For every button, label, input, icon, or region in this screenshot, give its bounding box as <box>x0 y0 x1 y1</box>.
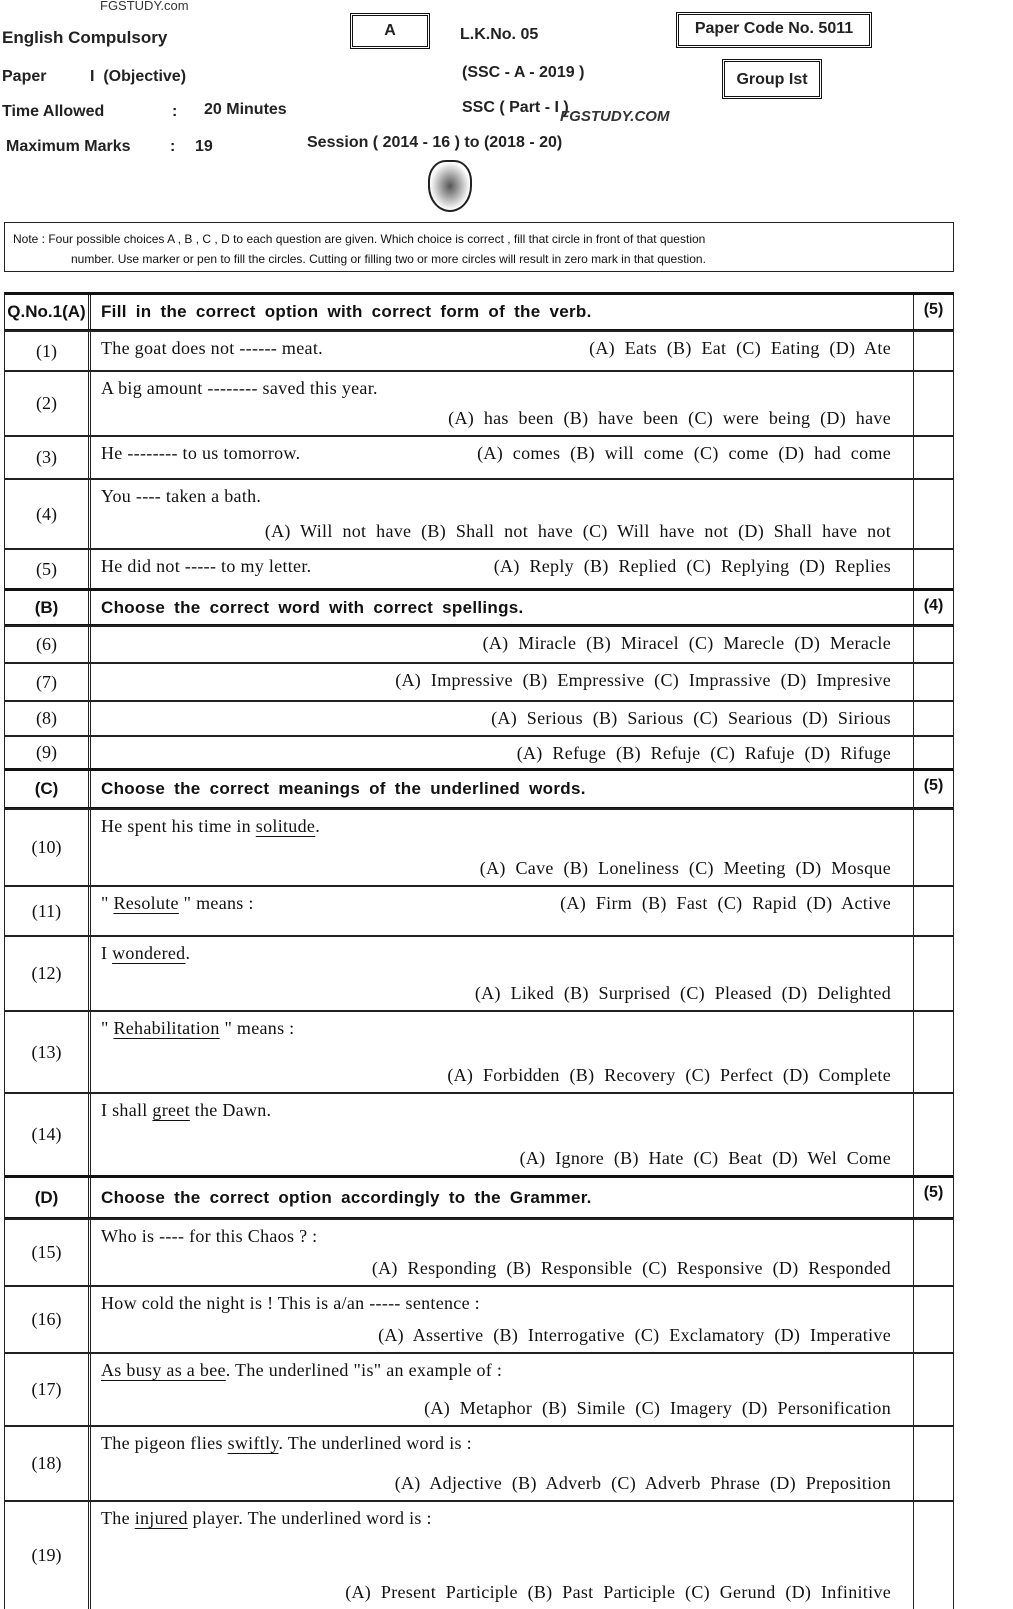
question-stem <box>101 1433 472 1453</box>
question-stem <box>101 893 254 913</box>
question-stem <box>101 943 190 963</box>
answer-options[interactable]: (A) Liked (B) Surprised (C) Pleased (D) Delighted <box>474 983 891 1003</box>
answer-options[interactable]: (A) Assertive (B) Interrogative (C) Exclamatory (D) Imperative <box>378 1325 891 1345</box>
answer-options[interactable]: (A) comes (B) will come (C) come (D) had come <box>477 443 891 463</box>
question-stem <box>101 486 261 506</box>
marks-cell <box>913 737 953 768</box>
stem-text: I <box>101 943 113 963</box>
question-stem <box>101 1360 502 1380</box>
section-marks: (5) <box>913 295 953 329</box>
marks-cell <box>913 1287 953 1352</box>
question-body <box>91 810 913 885</box>
question-body <box>91 1427 913 1500</box>
section-label: Q.No.1(A) <box>5 295 91 329</box>
question-row <box>5 885 953 935</box>
underlined-word: wondered <box>112 943 186 963</box>
question-row <box>5 700 953 735</box>
marks-cell <box>913 1012 953 1092</box>
question-stem <box>101 1293 480 1313</box>
question-row <box>5 1285 953 1352</box>
question-number: (17) <box>5 1354 91 1425</box>
underlined-word: As busy as a bee <box>101 1360 226 1380</box>
marks-label: Maximum Marks <box>6 138 131 155</box>
question-stem <box>101 1226 317 1246</box>
question-body <box>91 887 913 935</box>
question-row <box>5 662 953 700</box>
question-body <box>91 1094 913 1175</box>
section-marks: (4) <box>913 591 953 624</box>
question-body <box>91 332 913 370</box>
question-body <box>91 937 913 1010</box>
question-row <box>5 1218 953 1285</box>
answer-options[interactable]: (A) has been (B) have been (C) were being (D) have <box>448 408 891 428</box>
marks-value: 19 <box>195 138 213 155</box>
question-number: (18) <box>5 1427 91 1500</box>
question-row <box>5 548 953 588</box>
instructions-note <box>4 222 954 272</box>
question-row <box>5 808 953 885</box>
marks-cell <box>913 332 953 370</box>
answer-options[interactable]: (A) Firm (B) Fast (C) Rapid (D) Active <box>560 893 891 913</box>
marks-cell <box>913 627 953 662</box>
stem-text: He spent his time in <box>101 816 256 836</box>
stem-text: You ---- taken a bath. <box>101 486 262 506</box>
answer-options[interactable]: (A) Ignore (B) Hate (C) Beat (D) Wel Come <box>519 1148 891 1168</box>
section-label: (B) <box>5 591 91 624</box>
lk-number: L.K.No. 05 <box>460 26 539 43</box>
stem-text: I shall <box>101 1100 153 1120</box>
marks-cell <box>913 664 953 700</box>
question-body <box>91 550 913 588</box>
question-number: (5) <box>5 550 91 588</box>
watermark: FGSTUDY.COM <box>560 108 670 125</box>
version-box: A <box>350 13 430 49</box>
section-marks: (5) <box>913 1178 953 1217</box>
stem-text-end: . <box>315 816 321 836</box>
section-header <box>5 1175 953 1218</box>
marks-cell <box>913 1502 953 1609</box>
question-number: (16) <box>5 1287 91 1352</box>
underlined-word: Resolute <box>113 893 179 913</box>
section-header <box>5 768 953 808</box>
question-body <box>91 1220 913 1285</box>
question-body <box>91 702 913 735</box>
question-number: (1) <box>5 332 91 370</box>
marks-cell <box>913 372 953 435</box>
question-number: (11) <box>5 887 91 935</box>
question-stem <box>101 1508 432 1528</box>
question-row <box>5 370 953 435</box>
question-number: (3) <box>5 437 91 478</box>
question-stem <box>101 338 323 358</box>
question-number: (10) <box>5 810 91 885</box>
marks-cell <box>913 1220 953 1285</box>
question-body <box>91 1354 913 1425</box>
question-row <box>5 330 953 370</box>
answer-options[interactable]: (A) Cave (B) Loneliness (C) Meeting (D) Mosque <box>479 858 891 878</box>
answer-options[interactable]: (A) Refuge (B) Refuje (C) Rafuje (D) Rifuge <box>516 743 891 763</box>
question-body <box>91 1502 913 1609</box>
stem-text: Who is ---- for this Chaos ? : <box>101 1226 318 1246</box>
section-label: (D) <box>5 1178 91 1217</box>
question-number: (13) <box>5 1012 91 1092</box>
marks-cell <box>913 937 953 1010</box>
question-body <box>91 480 913 548</box>
question-number: (8) <box>5 702 91 735</box>
underlined-word: swiftly <box>227 1433 279 1453</box>
section-label: (C) <box>5 771 91 807</box>
answer-options[interactable]: (A) Metaphor (B) Simile (C) Imagery (D) Personification <box>424 1398 891 1418</box>
question-body <box>91 1012 913 1092</box>
question-stem <box>101 556 311 576</box>
stem-text: The <box>101 1508 135 1528</box>
answer-options[interactable]: (A) Present Participle (B) Past Participle (C) Gerund (D) Infinitive <box>345 1582 891 1602</box>
marks-cell <box>913 1094 953 1175</box>
question-row <box>5 478 953 548</box>
question-number: (2) <box>5 372 91 435</box>
underlined-word: solitude <box>255 816 316 836</box>
section-header <box>5 292 953 330</box>
question-body <box>91 372 913 435</box>
section-marks: (5) <box>913 771 953 807</box>
questions-table <box>4 292 954 1609</box>
subject: English Compulsory <box>2 28 168 47</box>
question-stem <box>101 378 378 398</box>
paper-label: Paper <box>2 68 47 85</box>
answer-options[interactable]: (A) Eats (B) Eat (C) Eating (D) Ate <box>589 338 891 358</box>
question-number: (7) <box>5 664 91 700</box>
note-line-1: Note : Four possible choices A , B , C , D to each question are given. Which choice is correct , fill that circle in front of that question <box>13 232 706 246</box>
answer-options[interactable]: (A) Miracle (B) Miracel (C) Marecle (D) Meracle <box>482 633 891 653</box>
stem-text: The goat does not ------ meat. <box>101 338 323 358</box>
question-row <box>5 1352 953 1425</box>
section-title: Choose the correct option accordingly to the Grammer. <box>101 1187 592 1207</box>
question-body <box>91 664 913 700</box>
question-stem <box>101 1018 294 1038</box>
paper-value: I (Objective) <box>90 68 187 85</box>
stem-text: " <box>101 893 114 913</box>
question-number: (15) <box>5 1220 91 1285</box>
stem-text-end: " means : <box>178 893 254 913</box>
stem-text-end: . The underlined "is" an example of : <box>225 1360 503 1380</box>
exam-part: SSC ( Part - I ) <box>462 99 569 116</box>
marks-cell <box>913 550 953 588</box>
time-label: Time Allowed <box>2 103 105 120</box>
stem-text: A big amount -------- saved this year. <box>101 378 378 398</box>
marks-cell <box>913 1354 953 1425</box>
answer-options[interactable]: (A) Forbidden (B) Recovery (C) Perfect (D) Complete <box>447 1065 891 1085</box>
section-title: Choose the correct meanings of the underlined words. <box>101 779 586 798</box>
stem-text-end: " means : <box>219 1018 295 1038</box>
stem-text-end: . <box>185 943 191 963</box>
stem-text: How cold the night is ! This is a/an ----- sentence : <box>101 1293 480 1313</box>
marks-cell <box>913 702 953 735</box>
marks-cell <box>913 810 953 885</box>
paper-code: Paper Code No. 5011 <box>676 12 872 48</box>
stem-text-end: player. The underlined word is : <box>187 1508 432 1528</box>
question-row <box>5 935 953 1010</box>
question-stem <box>101 443 300 463</box>
marks-cell <box>913 437 953 478</box>
section-title: Choose the correct word with correct spellings. <box>101 597 524 617</box>
stem-text: He did not ----- to my letter. <box>101 556 312 576</box>
question-body <box>91 1287 913 1352</box>
question-stem <box>101 1100 271 1120</box>
question-number: (9) <box>5 737 91 768</box>
stem-text-end: the Dawn. <box>189 1100 272 1120</box>
group: Group Ist <box>722 59 822 99</box>
marks-cell <box>913 480 953 548</box>
answer-options[interactable]: (A) Impressive (B) Empressive (C) Imprassive (D) Impresive <box>395 670 891 690</box>
marks-cell <box>913 887 953 935</box>
question-number: (12) <box>5 937 91 1010</box>
section-title: Fill in the correct option with correct form of the verb. <box>101 302 592 321</box>
question-row <box>5 1425 953 1500</box>
stem-text: The pigeon flies <box>101 1433 228 1453</box>
question-number: (4) <box>5 480 91 548</box>
session: Session ( 2014 - 16 ) to (2018 - 20) <box>307 134 563 151</box>
stem-text: " <box>101 1018 114 1038</box>
answer-options[interactable]: (A) Will not have (B) Shall not have (C) Will have not (D) Shall have not <box>264 521 891 541</box>
question-body <box>91 737 913 768</box>
stem-text-end: . The underlined word is : <box>278 1433 472 1453</box>
question-number: (19) <box>5 1502 91 1609</box>
time-value: 20 Minutes <box>204 101 287 118</box>
question-row <box>5 435 953 478</box>
answer-options[interactable]: (A) Adjective (B) Adverb (C) Adverb Phrase (D) Preposition <box>394 1473 891 1493</box>
stem-text: He -------- to us tomorrow. <box>101 443 301 463</box>
question-row <box>5 1500 953 1609</box>
underlined-word: greet <box>152 1100 190 1120</box>
question-body <box>91 627 913 662</box>
answer-options[interactable]: (A) Serious (B) Sarious (C) Searious (D) Sirious <box>491 708 891 728</box>
question-row <box>5 625 953 662</box>
site-watermark: FGSTUDY.com <box>100 0 189 13</box>
question-row <box>5 1010 953 1092</box>
question-row <box>5 735 953 768</box>
exam-name: (SSC - A - 2019 ) <box>462 64 585 81</box>
question-number: (6) <box>5 627 91 662</box>
underlined-word: injured <box>134 1508 188 1528</box>
note-line-2: number. Use marker or pen to fill the circles. Cutting or filling two or more circles will result in zero mark in that question. <box>71 252 706 266</box>
answer-options[interactable]: (A) Reply (B) Replied (C) Replying (D) Replies <box>493 556 891 576</box>
board-logo <box>428 160 472 212</box>
section-header <box>5 588 953 625</box>
question-row <box>5 1092 953 1175</box>
answer-options[interactable]: (A) Responding (B) Responsible (C) Responsive (D) Responded <box>371 1258 891 1278</box>
question-body <box>91 437 913 478</box>
question-number: (14) <box>5 1094 91 1175</box>
marks-cell <box>913 1427 953 1500</box>
underlined-word: Rehabilitation <box>113 1018 220 1038</box>
question-stem <box>101 816 320 836</box>
